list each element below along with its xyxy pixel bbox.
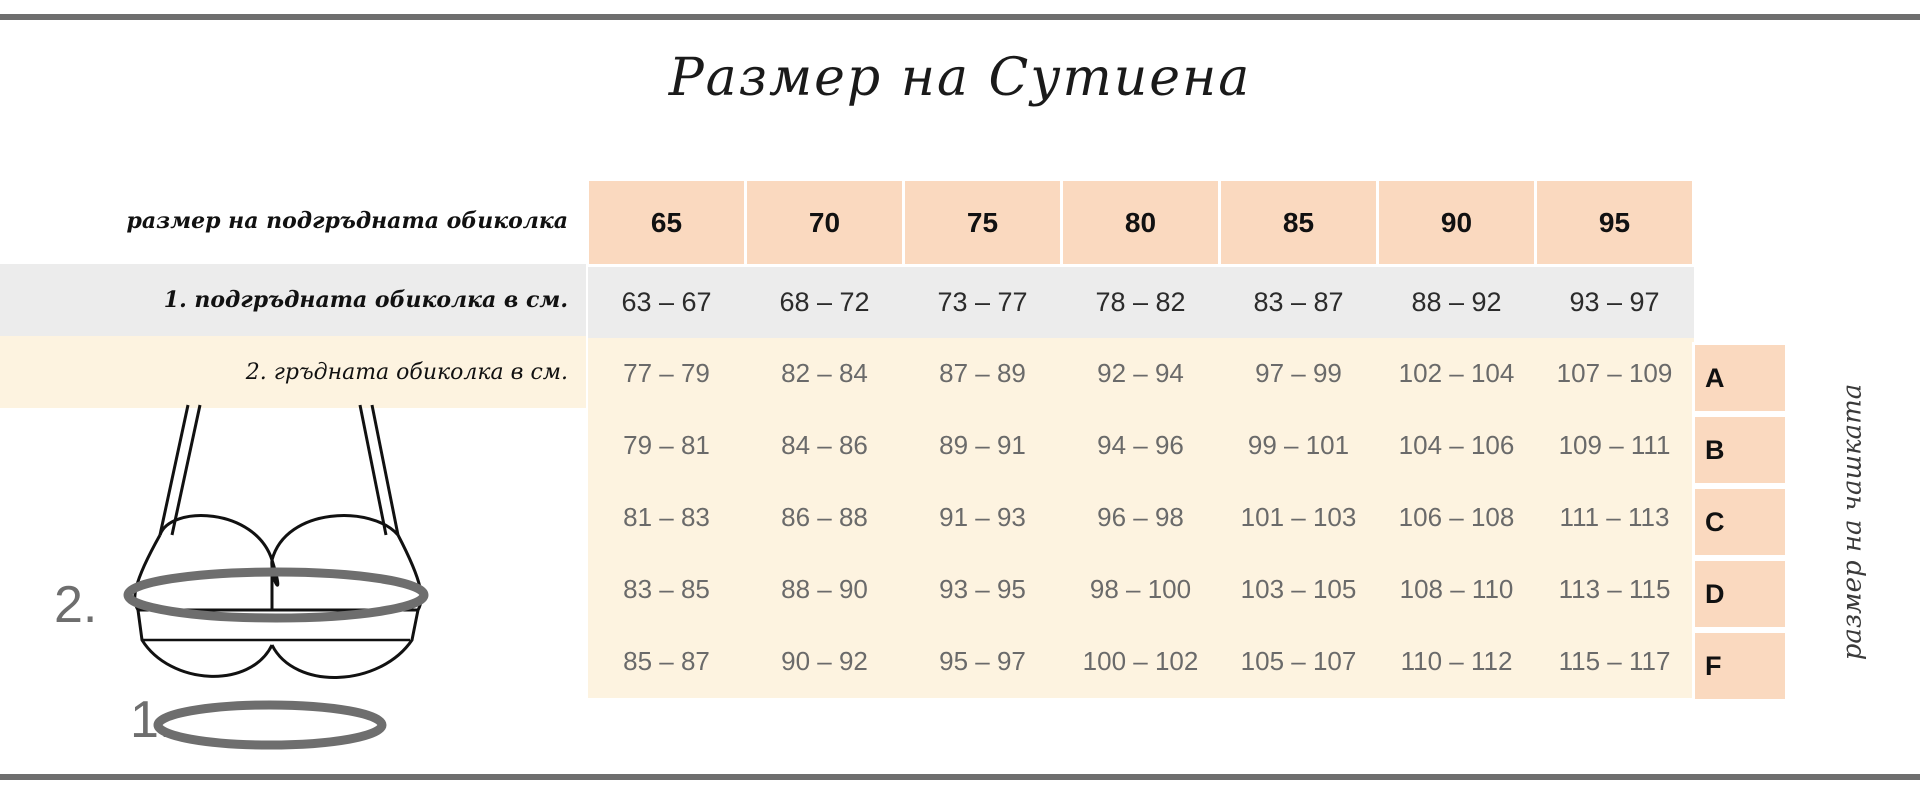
bust-cell: 111 – 113	[1536, 482, 1694, 554]
underbust-cell: 78 – 82	[1062, 266, 1220, 338]
bust-cell: 93 – 95	[904, 554, 1062, 626]
bust-cell: 101 – 103	[1220, 482, 1378, 554]
bra-measurement-illustration	[20, 395, 580, 775]
bust-cell: 98 – 100	[1062, 554, 1220, 626]
bust-cell: 109 – 111	[1536, 410, 1694, 482]
table-row	[588, 338, 1694, 410]
table-header-row	[588, 180, 1694, 266]
cup-letter: F	[1692, 630, 1788, 702]
bust-cell: 113 – 115	[1536, 554, 1694, 626]
table-row	[588, 554, 1694, 626]
bust-row-label: 2. гръдната обиколка в см.	[0, 336, 586, 408]
underbust-cell: 68 – 72	[746, 266, 904, 338]
band-size-cell: 95	[1536, 180, 1694, 266]
bust-cell: 92 – 94	[1062, 338, 1220, 410]
bra-icon	[20, 395, 580, 775]
table-row	[588, 410, 1694, 482]
table-row	[588, 482, 1694, 554]
size-table	[586, 178, 1695, 698]
marker-2-label: 2.	[54, 576, 98, 634]
bust-cell: 106 – 108	[1378, 482, 1536, 554]
bust-cell: 79 – 81	[588, 410, 746, 482]
cup-size-vertical-label	[1792, 342, 1912, 702]
bust-cell: 108 – 110	[1378, 554, 1536, 626]
bust-cell: 96 – 98	[1062, 482, 1220, 554]
cup-letter-column	[1692, 342, 1788, 702]
band-size-cell: 65	[588, 180, 746, 266]
cup-letter: D	[1692, 558, 1788, 630]
underbust-cell: 73 – 77	[904, 266, 1062, 338]
underbust-cell: 93 – 97	[1536, 266, 1694, 338]
band-size-cell: 70	[746, 180, 904, 266]
band-size-cell: 80	[1062, 180, 1220, 266]
cup-letter: B	[1692, 414, 1788, 486]
bust-cell: 84 – 86	[746, 410, 904, 482]
bust-cell: 94 – 96	[1062, 410, 1220, 482]
bust-cell: 89 – 91	[904, 410, 1062, 482]
marker-1-label: 1.	[130, 691, 174, 749]
underbust-cell: 88 – 92	[1378, 266, 1536, 338]
top-divider	[0, 14, 1920, 20]
bust-cell: 105 – 107	[1220, 626, 1378, 698]
cup-letter: C	[1692, 486, 1788, 558]
bust-cell: 102 – 104	[1378, 338, 1536, 410]
bust-cell: 87 – 89	[904, 338, 1062, 410]
bust-cell: 85 – 87	[588, 626, 746, 698]
page-title: Размер на Сутиена	[668, 48, 1252, 108]
bust-cell: 103 – 105	[1220, 554, 1378, 626]
bust-cell: 91 – 93	[904, 482, 1062, 554]
band-size-cell: 85	[1220, 180, 1378, 266]
bust-cell: 88 – 90	[746, 554, 904, 626]
band-size-header-label: размер на подгръдната обиколка	[126, 208, 568, 234]
bust-cell: 107 – 109	[1536, 338, 1694, 410]
bust-cell: 97 – 99	[1220, 338, 1378, 410]
band-size-cell: 90	[1378, 180, 1536, 266]
bust-cell: 83 – 85	[588, 554, 746, 626]
band-size-cell: 75	[904, 180, 1062, 266]
table-row	[588, 266, 1694, 338]
bust-cell: 100 – 102	[1062, 626, 1220, 698]
bust-cell: 90 – 92	[746, 626, 904, 698]
table-row	[588, 626, 1694, 698]
left-label-column	[0, 178, 586, 408]
bust-cell: 104 – 106	[1378, 410, 1536, 482]
bust-cell: 95 – 97	[904, 626, 1062, 698]
bust-cell: 82 – 84	[746, 338, 904, 410]
cup-size-vertical-text: размер на чашката	[1837, 383, 1867, 661]
bust-cell: 81 – 83	[588, 482, 746, 554]
bust-cell: 110 – 112	[1378, 626, 1536, 698]
bust-cell: 99 – 101	[1220, 410, 1378, 482]
bust-cell: 115 – 117	[1536, 626, 1694, 698]
cup-letter: A	[1692, 342, 1788, 414]
bust-cell: 86 – 88	[746, 482, 904, 554]
underbust-cell: 63 – 67	[588, 266, 746, 338]
underbust-cell: 83 – 87	[1220, 266, 1378, 338]
underbust-row-label: 1. подгръдната обиколка в см.	[0, 264, 586, 336]
bust-cell: 77 – 79	[588, 338, 746, 410]
